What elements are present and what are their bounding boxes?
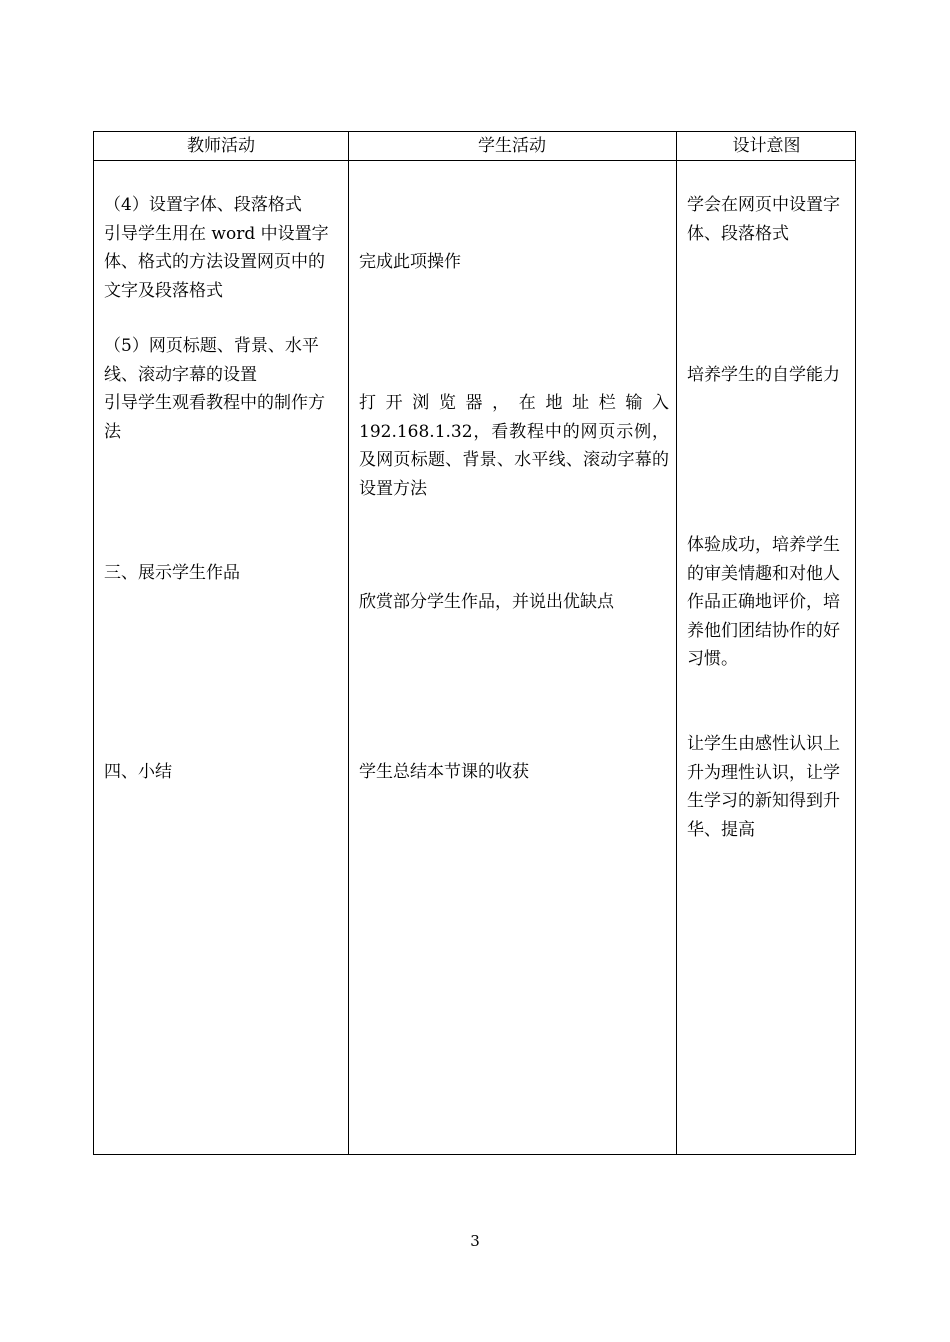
row4-intent-cell: 让学生由感性认识上升为理性认识，让学生学习的新知得到升华、提高	[687, 734, 840, 840]
row4-student-cell: 学生总结本节课的收获	[359, 762, 529, 782]
row4-teacher-cell: 四、小结	[104, 762, 172, 782]
column-divider	[676, 132, 677, 1154]
row1-student-cell: 完成此项操作	[359, 252, 461, 272]
row2-teacher-cell: （5）网页标题、背景、水平线、滚动字幕的设置 引导学生观看教程中的制作方法	[104, 336, 325, 442]
row3-intent-cell: 体验成功，培养学生的审美情趣和对他人作品正确地评价，培养他们团结协作的好习惯。	[687, 535, 840, 669]
column-divider	[348, 132, 349, 1154]
row3-teacher-cell: 三、展示学生作品	[104, 563, 240, 583]
header-student-activity: 学生活动	[478, 136, 546, 156]
header-design-intent: 设计意图	[732, 136, 801, 156]
header-divider	[94, 160, 855, 161]
row1-teacher-cell: （4）设置字体、段落格式 引导学生用在 word 中设置字体、格式的方法设置网页中的文字及段落格式	[104, 195, 329, 301]
lesson-plan-table	[93, 131, 856, 1155]
row3-student-cell: 欣赏部分学生作品，并说出优缺点	[359, 592, 614, 612]
row2-intent-cell: 培养学生的自学能力	[687, 365, 840, 385]
page-number: 3	[470, 1232, 480, 1250]
row2-student-cell: 打 开 浏 览 器 ， 在 地 址 栏 输 入 192.168.1.32，看教程中的网页示例，及网页标题、背景、水平线、滚动字幕的设置方法	[359, 393, 669, 499]
row1-intent-cell: 学会在网页中设置字体、段落格式	[687, 195, 840, 244]
header-teacher-activity: 教师活动	[187, 136, 255, 156]
